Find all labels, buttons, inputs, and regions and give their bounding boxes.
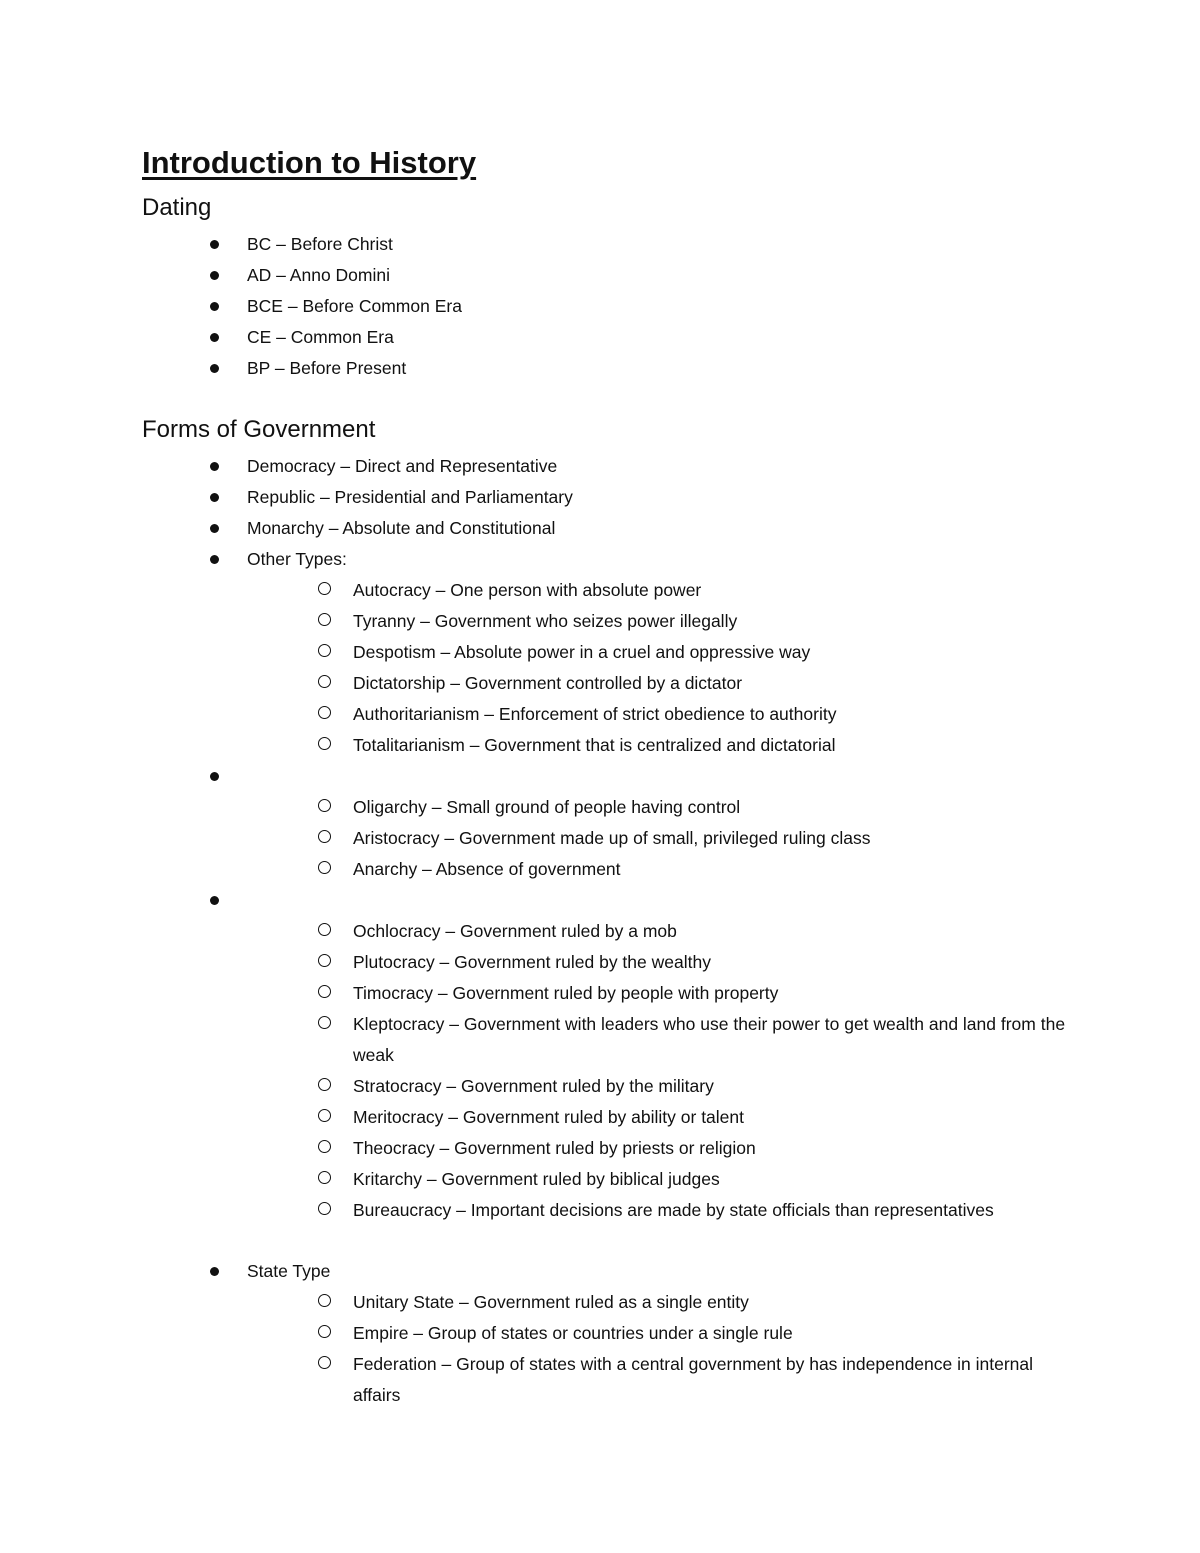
forms-heading: Forms of Government xyxy=(142,416,376,443)
circle-bullet-icon xyxy=(318,1109,331,1122)
circle-bullet-icon xyxy=(318,923,331,936)
list-item-text: CE – Common Era xyxy=(247,327,394,347)
circle-bullet-icon xyxy=(318,644,331,657)
bullet-icon xyxy=(210,555,219,564)
circle-bullet-icon xyxy=(318,706,331,719)
sub-list-item-text: Anarchy – Absence of government xyxy=(353,859,621,879)
document-title: Introduction to History xyxy=(142,145,477,180)
sub-list-item-text: Tyranny – Government who seizes power illegally xyxy=(353,611,738,631)
sub-list-item-text: Theocracy – Government ruled by priests or religion xyxy=(353,1138,756,1158)
bullet-icon xyxy=(210,524,219,533)
list-item-text: Democracy – Direct and Representative xyxy=(247,456,558,476)
list-item-text: Other Types: xyxy=(247,549,347,569)
circle-bullet-icon xyxy=(318,985,331,998)
sub-list-item-text: Oligarchy – Small ground of people having control xyxy=(353,797,741,817)
circle-bullet-icon xyxy=(318,1325,331,1338)
sub-list-item-text: Empire – Group of states or countries under a single rule xyxy=(353,1323,793,1343)
bullet-icon xyxy=(210,462,219,471)
sub-list-item-text: Totalitarianism – Government that is centralized and dictatorial xyxy=(353,735,836,755)
bullet-icon xyxy=(210,493,219,502)
bullet-icon xyxy=(210,364,219,373)
sub-list-item-text: Timocracy – Government ruled by people with property xyxy=(353,983,779,1003)
circle-bullet-icon xyxy=(318,582,331,595)
circle-bullet-icon xyxy=(318,1140,331,1153)
circle-bullet-icon xyxy=(318,613,331,626)
bullet-icon xyxy=(210,772,219,781)
list-item-text: State Type xyxy=(247,1261,331,1281)
sub-list-item-text: Aristocracy – Government made up of small, privileged ruling class xyxy=(353,828,871,848)
bullet-icon xyxy=(210,302,219,311)
sub-list-item-text: Plutocracy – Government ruled by the wealthy xyxy=(353,952,711,972)
list-item-text: Republic – Presidential and Parliamentary xyxy=(247,487,573,507)
circle-bullet-icon xyxy=(318,799,331,812)
circle-bullet-icon xyxy=(318,675,331,688)
circle-bullet-icon xyxy=(318,1171,331,1184)
list-item-text: AD – Anno Domini xyxy=(247,265,390,285)
circle-bullet-icon xyxy=(318,737,331,750)
circle-bullet-icon xyxy=(318,1078,331,1091)
sub-list-item-text: Stratocracy – Government ruled by the military xyxy=(353,1076,714,1096)
sub-list-item-text: Bureaucracy – Important decisions are made by state officials than representatives xyxy=(353,1200,994,1220)
sub-list-item-text: Despotism – Absolute power in a cruel and oppressive way xyxy=(353,642,811,662)
sub-list-item-text: Kritarchy – Government ruled by biblical judges xyxy=(353,1169,720,1189)
circle-bullet-icon xyxy=(318,1202,331,1215)
sub-list-item-text: Authoritarianism – Enforcement of strict obedience to authority xyxy=(353,704,837,724)
list-item-text: BP – Before Present xyxy=(247,358,407,378)
bullet-icon xyxy=(210,1267,219,1276)
list-item-text: BCE – Before Common Era xyxy=(247,296,462,316)
sub-list-item-text: Federation – Group of states with a central government by has independence in internal affairs xyxy=(353,1354,1033,1405)
sub-list-item-text: Kleptocracy – Government with leaders who use their power to get wealth and land from the weak xyxy=(353,1014,1066,1065)
sub-list-item-text: Ochlocracy – Government ruled by a mob xyxy=(353,921,677,941)
bullet-icon xyxy=(210,271,219,280)
circle-bullet-icon xyxy=(318,830,331,843)
list-item-text: BC – Before Christ xyxy=(247,234,393,254)
circle-bullet-icon xyxy=(318,954,331,967)
bullet-icon xyxy=(210,240,219,249)
dating-heading: Dating xyxy=(142,194,212,221)
list-item-text: Monarchy – Absolute and Constitutional xyxy=(247,518,556,538)
circle-bullet-icon xyxy=(318,1016,331,1029)
sub-list-item-text: Dictatorship – Government controlled by a dictator xyxy=(353,673,743,693)
circle-bullet-icon xyxy=(318,861,331,874)
bullet-icon xyxy=(210,896,219,905)
circle-bullet-icon xyxy=(318,1294,331,1307)
sub-list-item-text: Unitary State – Government ruled as a single entity xyxy=(353,1292,749,1312)
sub-list-item-text: Autocracy – One person with absolute power xyxy=(353,580,702,600)
bullet-icon xyxy=(210,333,219,342)
sub-list-item-text: Meritocracy – Government ruled by ability or talent xyxy=(353,1107,744,1127)
circle-bullet-icon xyxy=(318,1356,331,1369)
